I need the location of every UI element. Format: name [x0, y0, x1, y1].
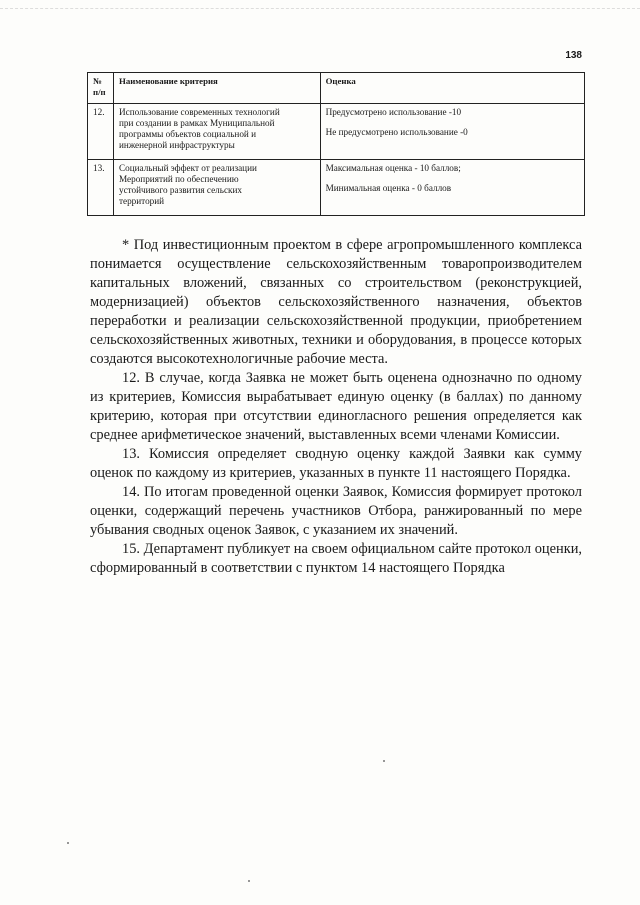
paragraph-15: 15. Департамент публикует на своем официальном сайте протокол оценки, сформированный в соответствии с пунктом 14 настоящего Порядка — [90, 541, 582, 576]
criterion-score — [320, 160, 584, 216]
page-number: 138 — [565, 50, 582, 61]
scan-top-edge — [0, 8, 640, 10]
row-number: 12. — [88, 104, 114, 160]
criterion-line: при создании в рамках Муниципальной — [118, 118, 275, 129]
score-line: Не предусмотрено использование -0 — [325, 127, 468, 138]
criterion-score — [320, 104, 584, 160]
paragraph-14: 14. По итогам проведенной оценки Заявок, Комиссия формирует протокол оценки, содержащий перечень участников Отбора, ранжированный по мере убывания сводных оценок Заявок, с указанием их значений. — [90, 484, 582, 538]
table-header-row — [88, 73, 585, 104]
score-line: Минимальная оценка - 0 баллов — [325, 183, 452, 194]
score-line: Предусмотрено использование -10 — [325, 107, 462, 117]
scan-speck — [383, 760, 385, 762]
footnote-paragraph: * Под инвестиционным проектом в сфере агропромышленного комплекса понимается осуществление сельскохозяйственным товаропроизводителем капитальных вложений, связанных со строительством (реконструкцией, модернизацией) объектов сельскохозяйственного назначения, объектов переработки и реализации сельскохозяйственной продукции, приобретением сельскохозяйственных животных, техники и оборудования, в процессе которых создаются высокотехнологичные рабочие места. — [90, 237, 582, 367]
scan-speck — [248, 880, 250, 882]
paragraph-13: 13. Комиссия определяет сводную оценку каждой Заявки как сумму оценок по каждому из критериев, указанных в пункте 11 настоящего Порядка. — [90, 446, 582, 481]
criterion-line: устойчивого развития сельских — [118, 185, 243, 196]
header-number: № п/п — [88, 73, 114, 104]
table-row — [88, 160, 585, 216]
criterion-line: Мероприятий по обеспечению — [118, 174, 239, 185]
criterion-line: программы объектов социальной и — [118, 129, 257, 140]
row-number: 13. — [88, 160, 114, 216]
paragraph-12: 12. В случае, когда Заявка не может быть оценена однозначно по одному из критериев, Комиссия вырабатывает единую оценку (в баллах) по данному критерию, которая при отсутствии единогласного решения определяется как среднее арифметическое значений, выставленных всеми членами Комиссии. — [90, 370, 582, 443]
criterion-line: Социальный эффект от реализации — [118, 163, 257, 173]
header-score: Оценка — [320, 73, 584, 104]
scan-speck — [67, 842, 69, 844]
document-body — [90, 236, 582, 578]
criterion-line: Использование современных технологий — [118, 107, 280, 117]
criterion-line: инженерной инфраструктуры — [118, 140, 235, 151]
criterion-line: территорий — [118, 196, 165, 207]
score-line: Максимальная оценка - 10 баллов; — [325, 163, 461, 173]
criterion-name — [113, 160, 320, 216]
criteria-table — [87, 72, 585, 216]
header-criterion: Наименование критерия — [113, 73, 320, 104]
table-row — [88, 104, 585, 160]
criterion-name — [113, 104, 320, 160]
